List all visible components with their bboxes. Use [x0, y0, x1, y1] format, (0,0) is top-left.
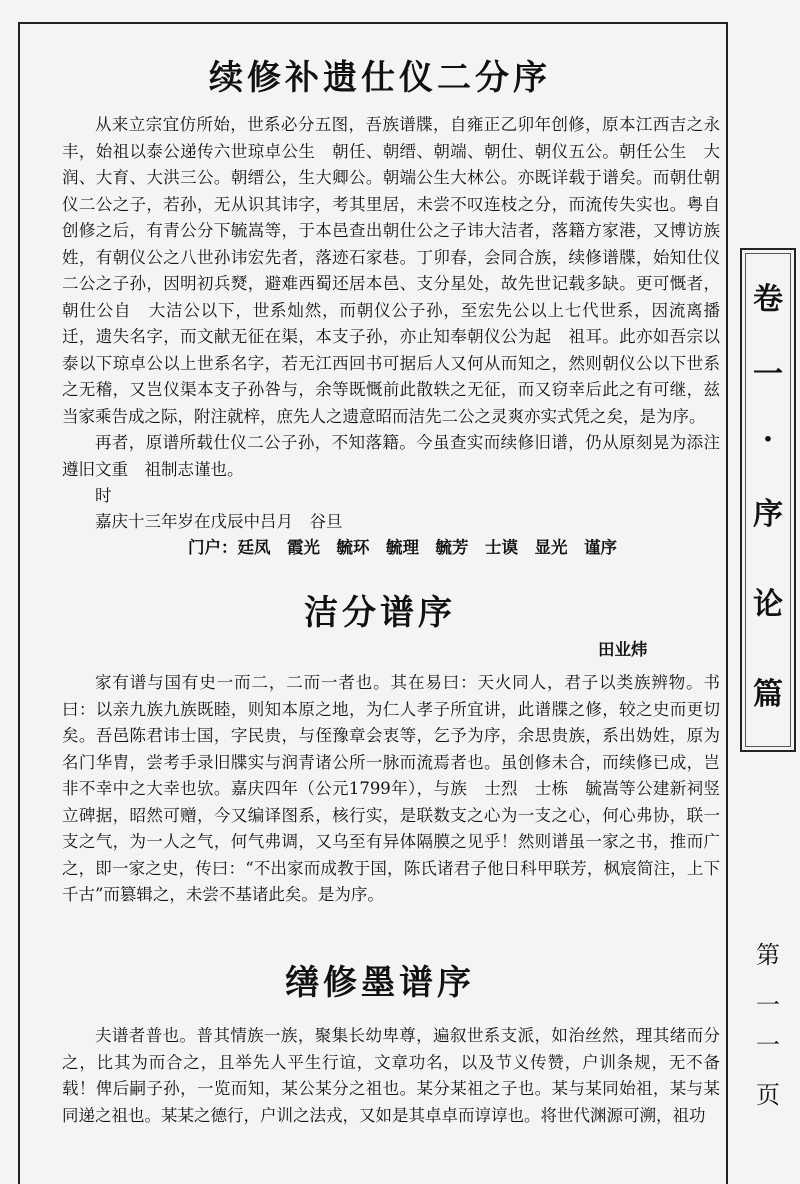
side-tab-char: 序 [753, 497, 783, 532]
time-label: 时 [95, 486, 112, 505]
side-chapter-tab [740, 248, 796, 752]
section2-paragraph: 家有谱与国有史一而二，二而一者也。其在易曰：天火同人，君子以类族辨物。书曰：以亲九族九族既睦，则知本原之地，为仁人孝子所宜讲，此谱牒之修，较之史而更切矣。吾邑陈君讳士国，字民贵，与侄豫章会衷等，乞予为序，余思贵族，系出妫姓，原为名门华胄，尝考手录旧牒实与润青诸公所一脉而流焉者也。虽创修未合，而续修已成，岂非不幸中之大幸也欤。嘉庆四年（公元1799年），与族 士烈 士栋 毓嵩等公建新祠竖立碑据，昭然可赠，今又编译图系，核行实，是联数支之心为一支之心，何心弗协，联一支之气，为一人之气，何气弗调，又乌至有异体隔膜之见乎！然则谱虽一家之书，推而广之，即一家之史，传曰：“不出家而成教于国，陈氏诸君子他日科甲联芳，枫宸简注，上下千古”而篡辑之，未尝不基诸此矣。是为序。 [62, 673, 720, 904]
page-number-char: 页 [756, 1081, 780, 1109]
section-title-1: 续修补遗仕仪二分序 [209, 58, 551, 98]
section-title-2: 洁分谱序 [304, 593, 456, 633]
date-line: 嘉庆十三年岁在戊辰中吕月 谷旦 [95, 512, 343, 531]
section1-paragraph-1: 从来立宗宜仿所始，世系必分五图，吾族谱牒，自雍正乙卯年创修，原本江西吉之永丰，始祖以泰公递传六世琼卓公生 朝任、朝缙、朝端、朝仕、朝仪五公。朝任公生 大润、大育、大洪三公。朝缙公，生大卿公。朝端公生大林公。亦既详载于谱矣。而朝仕朝仪二公之子，若孙，无从识其讳字，考其里居，未尝不叹连枝之分，而流传失实也。粤自创修之后，有青公分下毓嵩等，于本邑查出朝仕公之子讳大洁者，落籍方家港，又博访族姓，有朝仪公之八世孙讳宏先者，落迹石家巷。丁卯春，会同合族，续修谱牒，始知仕仪二公之子孙，因明初兵燹，避难西蜀还居本邑、支分星处，故先世记载多缺。更可慨者，朝仕公自 大洁公以下，世系灿然，而朝仪公子孙，至宏先公以上七代世系，因流离播迁，遗失名字，而文献无征在渠，本支子孙，亦止知奉朝仪公为起 祖耳。此亦如吾宗以泰以下琼卓公以上世系名字，若无江西回书可据后人又何从而知之，然则朝仪公以下世系之无稽，又岂仪渠本支子孙咎与，余等既慨前此散轶之无征，而又窃幸后此之有可继，兹当家乘告成之际，附注就梓，庶先人之遗意昭而洁先二公之灵爽亦实式凭之矣，是为序。 [62, 115, 720, 426]
side-tab-char: 卷 [753, 282, 783, 317]
section-title-3: 缮修墨谱序 [285, 963, 475, 1003]
page-number-char: 一 [756, 1031, 780, 1059]
side-tab-char: · [762, 422, 774, 457]
section3-paragraph: 夫谱者普也。普其情族一族，聚集长幼卑尊，遍叙世系支派，如治丝然，理其绪而分之，比其为而合之，且举先人平生行谊，文章功名，以及节义传赞，户训条规，无不备载！俾后嗣子孙，一览而知，某公某分之祖也。某分某祖之子也。某与某同始祖，某与某同递之祖也。某某之德行，户训之法戎，又如是其卓卓而谆谆也。将世代渊源可溯，祖功 [62, 1026, 720, 1125]
section1-paragraph-2: 再者，原谱所载仕仪二公子孙，不知落籍。今虽查实而续修旧谱，仍从原刻晃为添注遵旧文重 祖制志谨也。 [62, 433, 720, 479]
page-number-char: 第 [756, 941, 780, 969]
side-tab-char: 论 [753, 587, 783, 622]
page-number-char: 一 [756, 991, 780, 1019]
author-name: 田业炜 [598, 640, 648, 659]
signers-line: 门户：廷凤 霞光 毓环 毓理 毓芳 士谟 显光 谨序 [188, 538, 617, 557]
side-tab-char: 篇 [753, 677, 783, 712]
side-tab-char: 一 [753, 357, 783, 392]
